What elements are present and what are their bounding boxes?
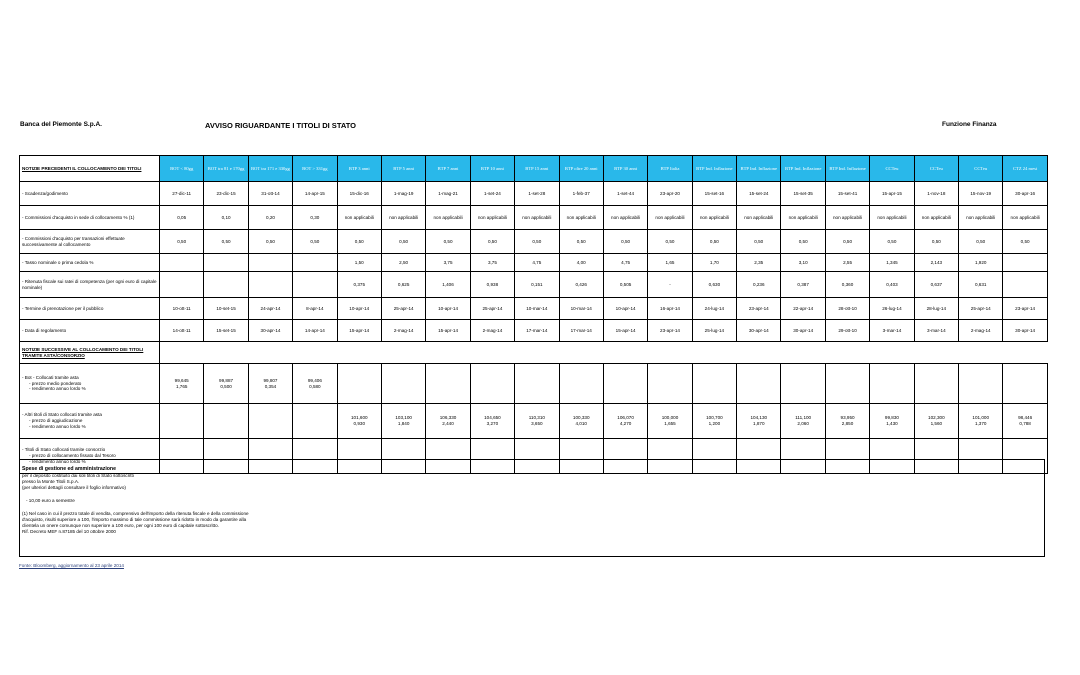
table-cell: non applicabili	[426, 206, 470, 230]
table-cell: 1-feb-37	[559, 182, 603, 206]
table-cell: 10-mar-14	[515, 298, 559, 320]
table-cell	[204, 404, 248, 439]
table-cell: non applicabili	[737, 206, 781, 230]
table-cell: 30-apr-14	[1003, 320, 1047, 342]
notes-box	[19, 459, 1045, 557]
cell-value: 0,354	[264, 383, 277, 389]
table-cell	[204, 364, 248, 404]
row-label	[20, 364, 160, 404]
table-cell: 23-apr-14	[648, 320, 692, 342]
footnote-reference: Rif. Decreto MEF n.87185 del 10 ottobre 2000	[22, 529, 116, 535]
bank-name: Banca del Piemonte S.p.A.	[20, 121, 102, 128]
table-cell: 1-nov-18	[914, 182, 958, 206]
table-cell: 14-ott-11	[160, 320, 204, 342]
table-cell	[293, 404, 337, 439]
table-cell: 30-apr-14	[781, 320, 825, 342]
column-header: CCTeu	[959, 156, 1003, 182]
table-cell	[870, 404, 914, 439]
table-cell: 2,143	[914, 254, 958, 272]
table-cell: 2-mag-14	[470, 320, 514, 342]
column-header: BTP Italia	[648, 156, 692, 182]
notes-fee: - 10,00 euro a semestre	[26, 497, 75, 503]
table-cell: 17-mar-14	[515, 320, 559, 342]
table-cell: 14-apr-15	[293, 182, 337, 206]
row-subtitle: - prezzo di aggiudicazione	[29, 418, 83, 424]
table-cell	[870, 364, 914, 404]
table-cell: 27-dic-11	[160, 182, 204, 206]
table-row	[20, 320, 1048, 342]
table-cell	[293, 254, 337, 272]
column-header: BTP 10 anni	[470, 156, 514, 182]
table-cell	[248, 404, 292, 439]
table-cell: 2-mag-14	[381, 320, 425, 342]
cell-value: 100,700	[706, 415, 723, 421]
table-cell	[1003, 364, 1047, 404]
table-cell: 0,50	[426, 230, 470, 254]
table-cell: 15-dic-16	[337, 182, 381, 206]
table-cell	[248, 272, 292, 298]
row-title: - Altri titoli di Stato collocati tramite asta	[22, 412, 102, 418]
table-cell	[737, 364, 781, 404]
table-cell	[160, 254, 204, 272]
table-cell: 17-mar-14	[559, 320, 603, 342]
table-cell	[825, 364, 869, 404]
table-cell: 10-set-15	[204, 298, 248, 320]
table-cell: 31-ott-14	[248, 182, 292, 206]
table-cell: non applicabili	[337, 206, 381, 230]
table-cell	[426, 364, 470, 404]
table-cell	[603, 364, 647, 404]
table-cell: 1,70	[692, 254, 736, 272]
table-cell: 8-apr-14	[293, 298, 337, 320]
table-cell: 0,50	[1003, 230, 1047, 254]
table-cell: 3,75	[470, 254, 514, 272]
table-cell: 0,426	[559, 272, 603, 298]
table-cell: 0,50	[648, 230, 692, 254]
table-cell: 1,920	[959, 254, 1003, 272]
table-cell	[337, 404, 381, 439]
row-subtitle: - rendimento annuo lordo %	[29, 458, 86, 464]
table-row	[20, 272, 1048, 298]
table-cell	[470, 364, 514, 404]
table-cell: 23-apr-20	[648, 182, 692, 206]
table-cell: 3-mar-14	[870, 320, 914, 342]
section-title: NOTIZIE SUCCESSIVE AL COLLOCAMENTO DEI TITOLI TRAMITE ASTA/CONSORZIO	[22, 346, 144, 358]
cell-value: 0,930	[353, 421, 365, 426]
table-cell: 10-mar-14	[559, 298, 603, 320]
table-cell: non applicabili	[470, 206, 514, 230]
table-cell	[248, 254, 292, 272]
cell-value: 110,310	[528, 415, 545, 421]
table-cell	[381, 364, 425, 404]
table-cell: 1-set-28	[515, 182, 559, 206]
column-header: CTZ 24 mesi	[1003, 156, 1047, 182]
column-header: BTP 5 anni	[381, 156, 425, 182]
table-cell: 25-apr-14	[959, 298, 1003, 320]
cell-value: 104,650	[484, 415, 501, 421]
table-cell: non applicabili	[914, 206, 958, 230]
row-label: - Ritenuta fiscale sui ratei di competenza (per ogni euro di capitale nominale)	[20, 272, 160, 298]
table-cell: 1,50	[337, 254, 381, 272]
table-row	[20, 364, 1048, 404]
cell-value: 93,950	[840, 415, 855, 421]
cell-value: 1,655	[664, 421, 676, 426]
row-subtitle: - rendimento annuo lordo %	[29, 423, 86, 429]
cell-value: 99,887	[219, 377, 234, 383]
column-header: BTP 3 anni	[337, 156, 381, 182]
table-cell: non applicabili	[959, 206, 1003, 230]
section-heading: NOTIZIE PRECEDENTI IL COLLOCAMENTO DEI TITOLI	[20, 156, 160, 182]
cell-value: 102,300	[928, 415, 945, 421]
cell-value: 2,850	[841, 421, 854, 426]
cell-value: 106,330	[439, 415, 457, 421]
table-cell	[204, 272, 248, 298]
table-cell: 0,625	[381, 272, 425, 298]
cell-value: 1,870	[753, 421, 765, 426]
table-cell: 15-set-16	[692, 182, 736, 206]
table-cell: 0,50	[204, 230, 248, 254]
table-cell: 0,20	[248, 206, 292, 230]
cell-value: 98,446	[1018, 415, 1033, 421]
table-cell: 0,50	[470, 230, 514, 254]
row-label: - Scadenza/godimento	[20, 182, 160, 206]
table-cell	[515, 364, 559, 404]
table-cell: 1,406	[426, 272, 470, 298]
table-cell: 1-set-44	[603, 182, 647, 206]
table-cell: 28-lug-14	[914, 298, 958, 320]
table-cell: 15-nov-19	[959, 182, 1003, 206]
table-cell: 2,35	[737, 254, 781, 272]
section-row	[20, 342, 1048, 364]
table-cell	[825, 404, 869, 439]
cell-value: 3,270	[486, 421, 499, 426]
table-cell	[1003, 254, 1047, 272]
cell-value: 1,765	[175, 383, 188, 389]
table-cell	[1003, 404, 1047, 439]
table-cell	[160, 272, 204, 298]
cell-value: 111,100	[795, 415, 812, 421]
row-title: - Bot - Collocati tramite asta	[22, 374, 79, 380]
table-cell: 0,630	[692, 272, 736, 298]
table-cell	[781, 364, 825, 404]
table-cell: 0,10	[204, 206, 248, 230]
table-cell: 0,50	[293, 230, 337, 254]
table-cell: non applicabili	[603, 206, 647, 230]
table-cell: 0,50	[160, 230, 204, 254]
bonds-table	[19, 155, 1048, 474]
cell-value: 3,650	[531, 421, 543, 426]
cell-value: 0,500	[220, 383, 232, 389]
table-cell: 0,50	[603, 230, 647, 254]
column-header: CCTeu	[870, 156, 914, 182]
table-cell: 26-lug-14	[870, 298, 914, 320]
column-header: BTP Ind. Inflazione	[737, 156, 781, 182]
column-header: BTP Ind. Inflazione	[692, 156, 736, 182]
source-link[interactable]: Fonte: Bloomberg, aggiornamento al 23 aprile 2014	[19, 563, 124, 568]
table-cell: 0,50	[781, 230, 825, 254]
row-title: - Titoli di Stato collocati tramite consorzio	[22, 447, 106, 453]
table-cell: 0,50	[825, 230, 869, 254]
cell-value: 0,580	[309, 383, 321, 389]
table-cell: non applicabili	[381, 206, 425, 230]
table-row	[20, 404, 1048, 439]
table-cell	[648, 404, 692, 439]
table-cell: non applicabili	[1003, 206, 1047, 230]
table-cell: 0,50	[559, 230, 603, 254]
table-cell: 23-dic-15	[204, 182, 248, 206]
table-cell: 15-apr-15	[870, 182, 914, 206]
cell-value: 106,070	[617, 415, 634, 421]
table-row	[20, 206, 1048, 230]
column-header: BOT tra 171 e 330gg	[248, 156, 292, 182]
table-cell	[914, 404, 958, 439]
cell-value: 101,000	[972, 415, 990, 421]
table-cell: 0,938	[470, 272, 514, 298]
table-cell: 16-apr-14	[648, 298, 692, 320]
table-cell: 0,50	[381, 230, 425, 254]
row-label	[20, 404, 160, 439]
table-cell	[470, 404, 514, 439]
table-cell: 1,65	[648, 254, 692, 272]
column-header: CCTeu	[914, 156, 958, 182]
table-cell: 0,631	[959, 272, 1003, 298]
table-cell	[515, 404, 559, 439]
table-cell	[559, 404, 603, 439]
table-cell: 3,10	[781, 254, 825, 272]
table-cell	[603, 404, 647, 439]
table-cell: 15-apr-14	[426, 320, 470, 342]
table-cell: 15-set-24	[737, 182, 781, 206]
cell-value: 1,560	[930, 421, 943, 426]
cell-value: 100,330	[572, 415, 590, 421]
column-header: BOT < 80gg	[160, 156, 204, 182]
cell-value: 1,370	[974, 421, 987, 426]
column-header: BTP Ind. Inflazione	[781, 156, 825, 182]
column-header: BOT > 331gg	[293, 156, 337, 182]
cell-value: 104,130	[750, 415, 768, 421]
department-name: Funzione Finanza	[942, 121, 997, 128]
table-cell: 10-ott-11	[160, 298, 204, 320]
table-cell	[160, 364, 204, 404]
table-cell: non applicabili	[825, 206, 869, 230]
cell-value: 1,200	[708, 421, 721, 426]
table-cell: 10-apr-14	[337, 298, 381, 320]
table-cell: 0,50	[692, 230, 736, 254]
table-cell: -	[648, 272, 692, 298]
cell-value: 101,600	[350, 415, 368, 421]
table-cell	[559, 364, 603, 404]
table-cell: 25-apr-14	[381, 298, 425, 320]
table-cell: 0,360	[825, 272, 869, 298]
column-header: BTP Ind. Inflazione	[825, 156, 869, 182]
cell-value: 99,645	[174, 377, 189, 383]
table-cell: 0,30	[293, 206, 337, 230]
column-header: BTP 15 anni	[515, 156, 559, 182]
table-cell: 4,00	[559, 254, 603, 272]
table-cell: 2,50	[381, 254, 425, 272]
table-cell: 2-mag-14	[959, 320, 1003, 342]
table-row	[20, 182, 1048, 206]
table-cell: 0,637	[914, 272, 958, 298]
table-cell: 30-apr-14	[248, 320, 292, 342]
table-cell: 0,50	[959, 230, 1003, 254]
table-cell: 0,50	[737, 230, 781, 254]
column-header: BTP 30 anni	[603, 156, 647, 182]
row-subtitle: - prezzo di collocamento fissato dal Tesoro	[29, 453, 116, 459]
row-label: - Termine di prenotazione per il pubblico	[20, 298, 160, 320]
table-cell: 4,75	[515, 254, 559, 272]
table-row	[20, 230, 1048, 254]
table-cell: 0,50	[248, 230, 292, 254]
table-cell: non applicabili	[648, 206, 692, 230]
table-cell: 14-apr-14	[293, 320, 337, 342]
table-cell: 3-mar-14	[914, 320, 958, 342]
table-cell: 0,50	[337, 230, 381, 254]
cell-value: 1,840	[397, 421, 410, 426]
table-row	[20, 298, 1048, 320]
table-cell	[426, 404, 470, 439]
table-cell: 0,505	[603, 272, 647, 298]
table-cell: non applicabili	[559, 206, 603, 230]
cell-value: 4,010	[575, 421, 587, 426]
cell-value: 0,788	[1019, 421, 1031, 426]
table-cell	[959, 404, 1003, 439]
table-cell: non applicabili	[781, 206, 825, 230]
table-cell: 30-apr-16	[1003, 182, 1047, 206]
table-cell	[914, 364, 958, 404]
table-cell: 0,387	[781, 272, 825, 298]
table-cell: 29-ott-10	[825, 320, 869, 342]
notes-line: presso la Monte Titoli S.p.A.	[22, 479, 80, 485]
row-label: - Tasso nominale o prima cedola %	[20, 254, 160, 272]
notes-line: per il deposito costituito dai soli titoli di Stato sottoscritti	[22, 473, 134, 479]
column-header: BOT tra 81 e 170gg	[204, 156, 248, 182]
cell-value: 1,430	[886, 421, 898, 426]
table-cell	[959, 364, 1003, 404]
table-cell: 28-ott-10	[825, 298, 869, 320]
table-cell	[381, 404, 425, 439]
table-cell	[648, 364, 692, 404]
table-cell	[293, 364, 337, 404]
table-cell: 15-set-15	[204, 320, 248, 342]
table-cell: 24-lug-14	[692, 298, 736, 320]
table-cell: 30-apr-14	[737, 320, 781, 342]
table-cell	[1003, 272, 1047, 298]
table-cell: 15-apr-14	[603, 320, 647, 342]
section-heading	[20, 342, 160, 364]
cell-value: 99,406	[307, 377, 322, 383]
table-cell: non applicabili	[515, 206, 559, 230]
table-cell: 0,236	[737, 272, 781, 298]
row-label: - Commissioni d'acquisto in sede di collocamento % (1)	[20, 206, 160, 230]
row-label: - Data di regolamento	[20, 320, 160, 342]
table-row	[20, 254, 1048, 272]
table-cell	[204, 254, 248, 272]
table-cell: 15-apr-14	[337, 320, 381, 342]
table-cell	[737, 404, 781, 439]
table-cell	[248, 364, 292, 404]
cell-value: 103,100	[395, 415, 412, 421]
table-cell: 2,55	[825, 254, 869, 272]
table-cell: 0,50	[870, 230, 914, 254]
table-cell: 23-apr-14	[737, 298, 781, 320]
table-cell: non applicabili	[870, 206, 914, 230]
table-cell: 25-lug-14	[692, 320, 736, 342]
table-cell	[337, 364, 381, 404]
table-cell: 10-apr-14	[426, 298, 470, 320]
table-cell: 0,50	[515, 230, 559, 254]
cell-value: 99,807	[263, 377, 278, 383]
footnote: clientela un onere comunque non superiore a 100 euro, per ogni 100 euro di capitale sottoscritto.	[22, 523, 219, 529]
row-subtitle: - rendimento annuo lordo %	[29, 386, 86, 392]
table-cell: 0,05	[160, 206, 204, 230]
table-cell: 0,403	[870, 272, 914, 298]
table-cell: 22-apr-14	[781, 298, 825, 320]
footnote: d'acquisto, risulti superiore a 100, l'importo massimo di tale commissione sarà ridotto in modo da garantire alla	[22, 516, 247, 522]
table-cell: 24-apr-14	[248, 298, 292, 320]
document-title: AVVISO RIGUARDANTE I TITOLI DI STATO	[205, 121, 356, 130]
table-cell: 1-mag-19	[381, 182, 425, 206]
notes-heading: Spese di gestione ed amministrazione	[22, 466, 116, 472]
table-cell: 0,151	[515, 272, 559, 298]
table-cell	[692, 364, 736, 404]
table-cell: 15-set-41	[825, 182, 869, 206]
table-cell	[293, 272, 337, 298]
notes-line: (per ulteriori dettagli consultare il foglio informativo)	[22, 485, 126, 491]
header-row	[20, 156, 1048, 182]
footnote: (1) Nel caso in cui il prezzo totale di vendita, comprensivo dell'importo della ritenuta fiscale e della commissione	[22, 510, 249, 516]
empty-cell	[160, 342, 1048, 364]
cell-value: 99,830	[884, 415, 899, 421]
cell-value: 4,270	[619, 421, 632, 426]
row-label: - Commissioni d'acquisto per transazioni effettuate successivamente al collocamento	[20, 230, 160, 254]
table-cell: 10-apr-14	[603, 298, 647, 320]
table-cell	[160, 404, 204, 439]
cell-value: 100,000	[661, 415, 679, 421]
table-cell: 1,345	[870, 254, 914, 272]
table-cell: non applicabili	[692, 206, 736, 230]
table-cell: 15-set-35	[781, 182, 825, 206]
column-header: BTP oltre 20 anni	[559, 156, 603, 182]
table-cell	[692, 404, 736, 439]
table-cell: 25-apr-14	[470, 298, 514, 320]
table-cell: 0,375	[337, 272, 381, 298]
cell-value: 2,060	[797, 421, 809, 426]
table-cell: 3,75	[426, 254, 470, 272]
column-header: BTP 7 anni	[426, 156, 470, 182]
table-cell: 4,75	[603, 254, 647, 272]
table-cell: 23-apr-14	[1003, 298, 1047, 320]
cell-value: 2,440	[442, 421, 454, 426]
row-subtitle: - prezzo medio ponderato	[29, 380, 82, 386]
table-cell	[781, 404, 825, 439]
table-cell: 1-set-24	[470, 182, 514, 206]
table-cell: 0,50	[914, 230, 958, 254]
table-cell: 1-mag-21	[426, 182, 470, 206]
